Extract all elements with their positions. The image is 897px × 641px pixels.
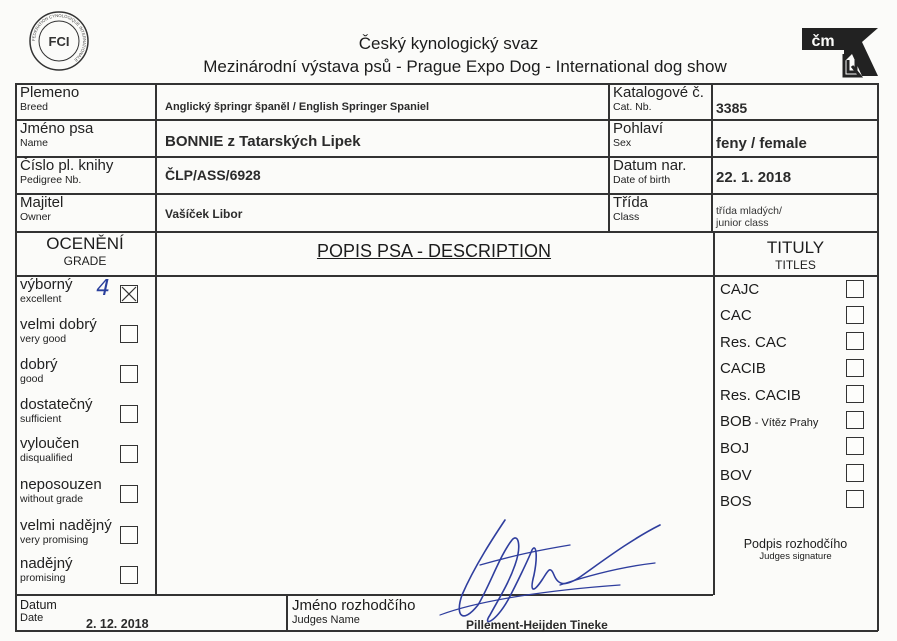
grade-item-promising: nadějný promising	[20, 555, 73, 584]
grade-sub: GRADE	[63, 254, 107, 268]
breed-label-group	[20, 85, 79, 113]
checkbox-promising[interactable]	[120, 566, 138, 584]
catalog-label: Katalogové č.	[613, 84, 704, 101]
judge-sub: Judges Name	[292, 614, 360, 626]
title-bob-label: BOB	[720, 413, 752, 430]
checkbox-good[interactable]	[120, 365, 138, 383]
titles-sub: TITLES	[775, 258, 816, 272]
judge-label-group	[292, 597, 415, 626]
grade-item-sufficient: dostatečný sufficient	[20, 396, 93, 425]
name-value: BONNIE z Tatarských Lipek	[165, 133, 361, 150]
sex-value: feny / female	[716, 135, 807, 152]
grade-item-disqualified: vyloučen disqualified	[20, 435, 80, 464]
breed-sub: Breed	[20, 101, 49, 113]
checkbox-boj[interactable]	[846, 437, 864, 455]
breed-label: Plemeno	[20, 84, 80, 101]
grade-item-excellent: výborný excellent	[20, 276, 73, 305]
catalog-label-group	[613, 85, 704, 113]
grade-item-without-grade: neposouzen without grade	[20, 476, 102, 505]
class-value-line1: třída mladých/	[716, 205, 782, 217]
titles-header	[713, 238, 878, 272]
grade-item-very-good: velmi dobrý very good	[20, 316, 97, 345]
dob-label: Datum nar.	[613, 157, 687, 174]
checkbox-res-cacib[interactable]	[846, 385, 864, 403]
name-label-group	[20, 121, 93, 149]
date-label-group	[20, 598, 57, 624]
date-sub: Date	[20, 612, 44, 624]
checkbox-disqualified[interactable]	[120, 445, 138, 463]
checkbox-bos[interactable]	[846, 490, 864, 508]
checkbox-very-good[interactable]	[120, 325, 138, 343]
pedigree-label-group	[20, 158, 113, 186]
judge-signature-caption	[713, 537, 878, 562]
checkbox-excellent[interactable]	[120, 285, 138, 303]
title-res-cacib: Res. CACIB	[720, 387, 801, 404]
owner-value: Vašíček Libor	[165, 207, 243, 221]
date-value: 2. 12. 2018	[86, 617, 149, 631]
checkbox-without-grade[interactable]	[120, 485, 138, 503]
grade-item-good: dobrý good	[20, 356, 58, 385]
checkbox-cacib[interactable]	[846, 359, 864, 377]
class-label: Třída	[613, 194, 649, 211]
pedigree-value: ČLP/ASS/6928	[165, 167, 261, 183]
title-cajc: CAJC	[720, 281, 760, 298]
dob-value: 22. 1. 2018	[716, 169, 792, 186]
owner-label: Majitel	[20, 194, 64, 211]
dob-sub: Date of birth	[613, 174, 671, 186]
catalog-sub: Cat. Nb.	[613, 101, 652, 113]
title-bob-suffix: - Vítěz Prahy	[751, 417, 819, 429]
checkbox-bov[interactable]	[846, 464, 864, 482]
checkbox-cac[interactable]	[846, 306, 864, 324]
title-bov: BOV	[720, 467, 752, 484]
description-title: POPIS PSA - DESCRIPTION	[316, 241, 552, 261]
name-sub: Name	[20, 137, 49, 149]
fci-logo-text: FCI	[48, 34, 70, 49]
class-value-line2: junior class	[716, 217, 769, 229]
titles-title: TITULY	[766, 238, 825, 257]
checkbox-sufficient[interactable]	[120, 405, 138, 423]
title-bos: BOS	[720, 493, 752, 510]
sex-sub: Sex	[613, 137, 632, 149]
judge-name-value: Pillement-Heijden Tineke	[466, 618, 608, 632]
header-org: Český kynologický svaz	[358, 34, 539, 53]
pedigree-sub: Pedigree Nb.	[20, 174, 82, 186]
fci-ring-text: FEDERATION CYNOLOGIQUE INTERNATIONALE	[30, 12, 88, 63]
title-cac: CAC	[720, 307, 752, 324]
owner-sub: Owner	[20, 211, 51, 223]
svg-text:čm: čm	[811, 33, 835, 50]
checkbox-bob[interactable]	[846, 411, 864, 429]
owner-label-group	[20, 195, 63, 223]
title-boj: BOJ	[720, 440, 750, 457]
class-sub: Class	[613, 211, 640, 223]
checkbox-very-promising[interactable]	[120, 526, 138, 544]
class-label-group	[613, 195, 648, 223]
signature-sub: Judges signature	[759, 551, 832, 562]
judge-signature	[420, 505, 670, 635]
checkbox-cajc[interactable]	[846, 280, 864, 298]
grade-title: OCENĚNÍ	[46, 234, 124, 253]
judge-label: Jméno rozhodčího	[292, 597, 416, 614]
cmku-logo	[800, 26, 880, 78]
grade-placing: 4	[93, 276, 113, 301]
title-res-cac: Res. CAC	[720, 334, 787, 351]
title-cacib: CACIB	[720, 360, 766, 377]
signature-label: Podpis rozhodčího	[743, 537, 848, 551]
breed-value: Anglický špringr španěl / English Springer Spaniel	[165, 101, 430, 113]
pedigree-label: Číslo pl. knihy	[20, 157, 114, 174]
dob-label-group	[613, 158, 686, 186]
class-value	[716, 205, 782, 229]
check-x-icon	[121, 286, 137, 302]
grade-header	[15, 234, 155, 268]
checkbox-res-cac[interactable]	[846, 332, 864, 350]
grade-item-very-promising: velmi nadějný very promising	[20, 517, 112, 546]
header-event: Mezinárodní výstava psů - Prague Expo Dog - International dog show	[203, 57, 727, 76]
date-label: Datum	[20, 598, 57, 612]
sex-label: Pohlaví	[613, 120, 664, 137]
catalog-value: 3385	[716, 100, 748, 116]
name-label: Jméno psa	[20, 120, 94, 137]
title-bob	[720, 413, 818, 430]
sex-label-group	[613, 121, 663, 149]
